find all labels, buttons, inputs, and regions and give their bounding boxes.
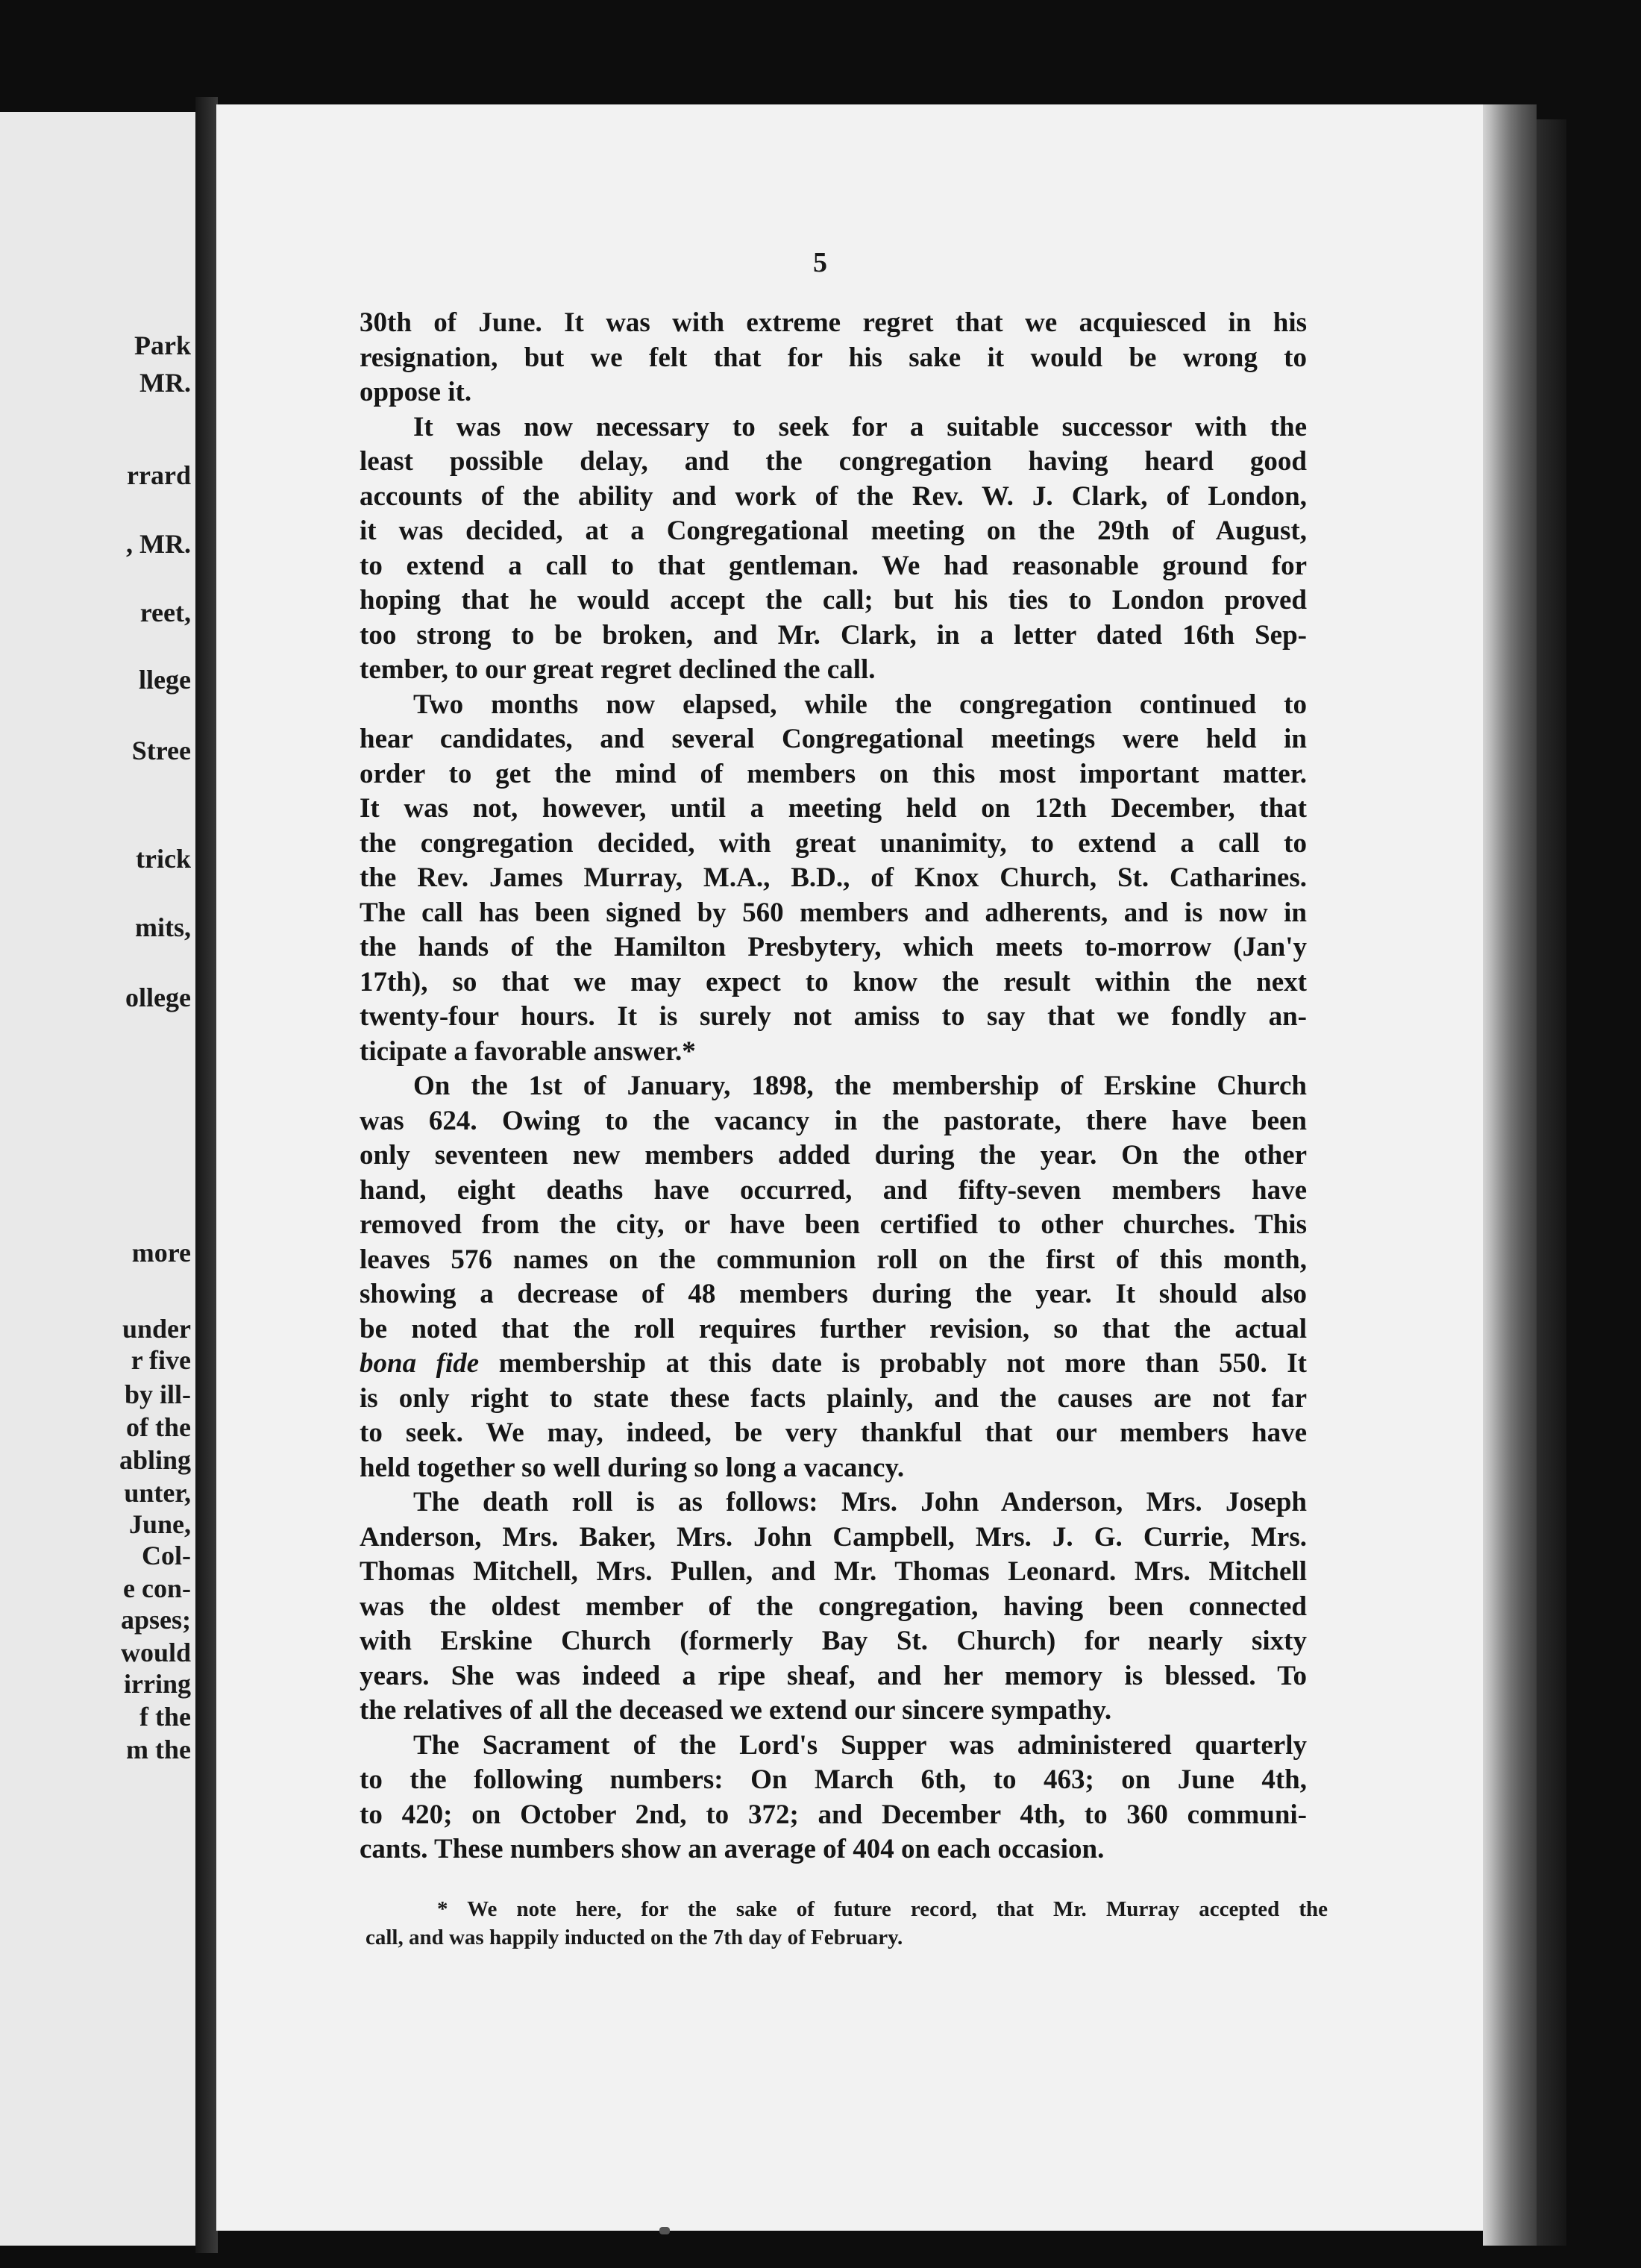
left-page-line: Stree xyxy=(131,736,191,765)
left-page-line: llege xyxy=(139,665,191,695)
text-line: held together so well during so long a vacancy. xyxy=(360,1452,905,1483)
text-line: be noted that the roll requires further revision, so that the actual xyxy=(360,1313,1307,1344)
text-line: oppose it. xyxy=(360,377,472,407)
left-page-line: unter, xyxy=(124,1478,191,1508)
text-line: The death roll is as follows: Mrs. John Anderson, Mrs. Joseph xyxy=(413,1487,1307,1517)
text-line: too strong to be broken, and Mr. Clark, in a letter dated 16th Sep- xyxy=(360,619,1307,651)
text-line: Anderson, Mrs. Baker, Mrs. John Campbell, Mrs. J. G. Currie, Mrs. xyxy=(360,1521,1307,1553)
left-page-line: f the xyxy=(139,1702,191,1732)
left-page-line: abling xyxy=(119,1445,191,1475)
page-number: 5 xyxy=(813,247,827,278)
text-line: tember, to our great regret declined the call. xyxy=(360,654,876,685)
book-gutter xyxy=(195,97,218,2253)
text-line: to the following numbers: On March 6th, to 463; on June 4th, xyxy=(360,1764,1307,1795)
text-line: membership at this date is probably not more than 550. It xyxy=(498,1348,1307,1379)
text-line: resignation, but we felt that for his sake it would be wrong to xyxy=(360,342,1307,373)
text-line: hear candidates, and several Congregational meetings were held in xyxy=(360,724,1307,754)
left-page-line: more xyxy=(131,1238,191,1268)
page-edges xyxy=(1483,104,1537,2246)
italic-phrase: bona fide xyxy=(360,1348,480,1379)
left-page-line: June, xyxy=(128,1509,191,1539)
book-cover-edge xyxy=(1537,119,1566,2246)
footnote-line: * We note here, for the sake of future record, that Mr. Murray accepted the xyxy=(437,1897,1328,1921)
text-line: least possible delay, and the congregation having heard good xyxy=(360,446,1307,477)
left-page-line: irring xyxy=(124,1669,191,1699)
text-line: the hands of the Hamilton Presbytery, which meets to-morrow (Jan'y xyxy=(360,932,1307,962)
footnote xyxy=(365,1895,1328,1952)
text-line: Thomas Mitchell, Mrs. Pullen, and Mr. Thomas Leonard. Mrs. Mitchell xyxy=(360,1556,1307,1587)
text-line: was the oldest member of the congregation, having been connected xyxy=(360,1591,1307,1622)
text-line: hoping that he would accept the call; but his ties to London proved xyxy=(360,585,1307,615)
left-page-line: m the xyxy=(126,1735,191,1764)
text-line: Two months now elapsed, while the congregation continued to xyxy=(413,689,1307,720)
left-page-line: under xyxy=(122,1314,191,1344)
text-line: with Erskine Church (formerly Bay St. Church) for nearly sixty xyxy=(360,1626,1307,1656)
text-line: twenty-four hours. It is surely not amiss to say that we fondly an- xyxy=(360,1001,1307,1032)
left-page-line: would xyxy=(120,1638,191,1667)
left-page-line: Park xyxy=(134,331,191,360)
left-page-line: mits, xyxy=(135,912,191,942)
text-line: the relatives of all the deceased we extend our sincere sympathy. xyxy=(360,1695,1112,1726)
text-line: It was now necessary to seek for a suitable successor with the xyxy=(413,411,1307,442)
text-line: to extend a call to that gentleman. We had reasonable ground for xyxy=(360,550,1307,581)
left-page-fragment xyxy=(0,112,200,2246)
text-line: removed from the city, or have been certified to other churches. This xyxy=(360,1209,1307,1240)
text-line: to seek. We may, indeed, be very thankful that our members have xyxy=(360,1418,1307,1448)
footnote-line: call, and was happily inducted on the 7th day of February. xyxy=(365,1926,903,1949)
text-line: order to get the mind of members on this most important matter. xyxy=(360,758,1307,789)
body-text xyxy=(360,306,1307,1867)
left-page-line: e con- xyxy=(123,1573,191,1603)
left-page-line: , MR. xyxy=(126,529,191,559)
left-page-line: reet, xyxy=(139,598,191,627)
left-page-line: trick xyxy=(136,844,191,874)
text-line: it was decided, at a Congregational meeting on the 29th of August, xyxy=(360,516,1307,546)
text-line: is only right to state these facts plainly, and the causes are not far xyxy=(360,1382,1307,1414)
text-line: the congregation decided, with great unanimity, to extend a call to xyxy=(360,827,1307,859)
text-line: accounts of the ability and work of the Rev. W. J. Clark, of London, xyxy=(360,480,1307,512)
text-line: only seventeen new members added during the year. On the other xyxy=(360,1140,1307,1171)
left-page-line: rrard xyxy=(127,460,191,490)
scan-speck xyxy=(659,2227,670,2234)
left-page-line: MR. xyxy=(139,368,191,398)
left-page-line: r five xyxy=(131,1345,191,1375)
text-line-with-italic xyxy=(360,1347,1307,1382)
text-line: ticipate a favorable answer.* xyxy=(360,1036,696,1067)
text-line: On the 1st of January, 1898, the membership of Erskine Church xyxy=(413,1071,1307,1101)
text-line: showing a decrease of 48 members during the year. It should also xyxy=(360,1279,1307,1309)
text-line: cants. These numbers show an average of 404 on each occasion. xyxy=(360,1834,1105,1864)
text-line: 30th of June. It was with extreme regret that we acquiesced in his xyxy=(360,307,1307,338)
text-line: It was not, however, until a meeting held on 12th December, that xyxy=(360,793,1307,824)
left-page-line: apses; xyxy=(120,1605,191,1635)
text-line: years. She was indeed a ripe sheaf, and her memory is blessed. To xyxy=(360,1660,1307,1691)
left-page-line: ollege xyxy=(125,983,191,1012)
text-line: The call has been signed by 560 members and adherents, and is now in xyxy=(360,897,1307,928)
text-line: The Sacrament of the Lord's Supper was administered quarterly xyxy=(413,1729,1307,1761)
text-line: to 420; on October 2nd, to 372; and December 4th, to 360 communi- xyxy=(360,1799,1307,1830)
left-page-line: Col- xyxy=(142,1541,191,1570)
left-page-line: by ill- xyxy=(124,1379,191,1409)
text-line: leaves 576 names on the communion roll on the first of this month, xyxy=(360,1244,1307,1275)
text-line: 17th), so that we may expect to know the result within the next xyxy=(360,966,1307,997)
text-line: the Rev. James Murray, M.A., B.D., of Knox Church, St. Catharines. xyxy=(360,862,1307,893)
left-page-line: of the xyxy=(126,1412,191,1442)
text-line: hand, eight deaths have occurred, and fifty-seven members have xyxy=(360,1174,1307,1206)
text-line: was 624. Owing to the vacancy in the pastorate, there have been xyxy=(360,1105,1307,1136)
